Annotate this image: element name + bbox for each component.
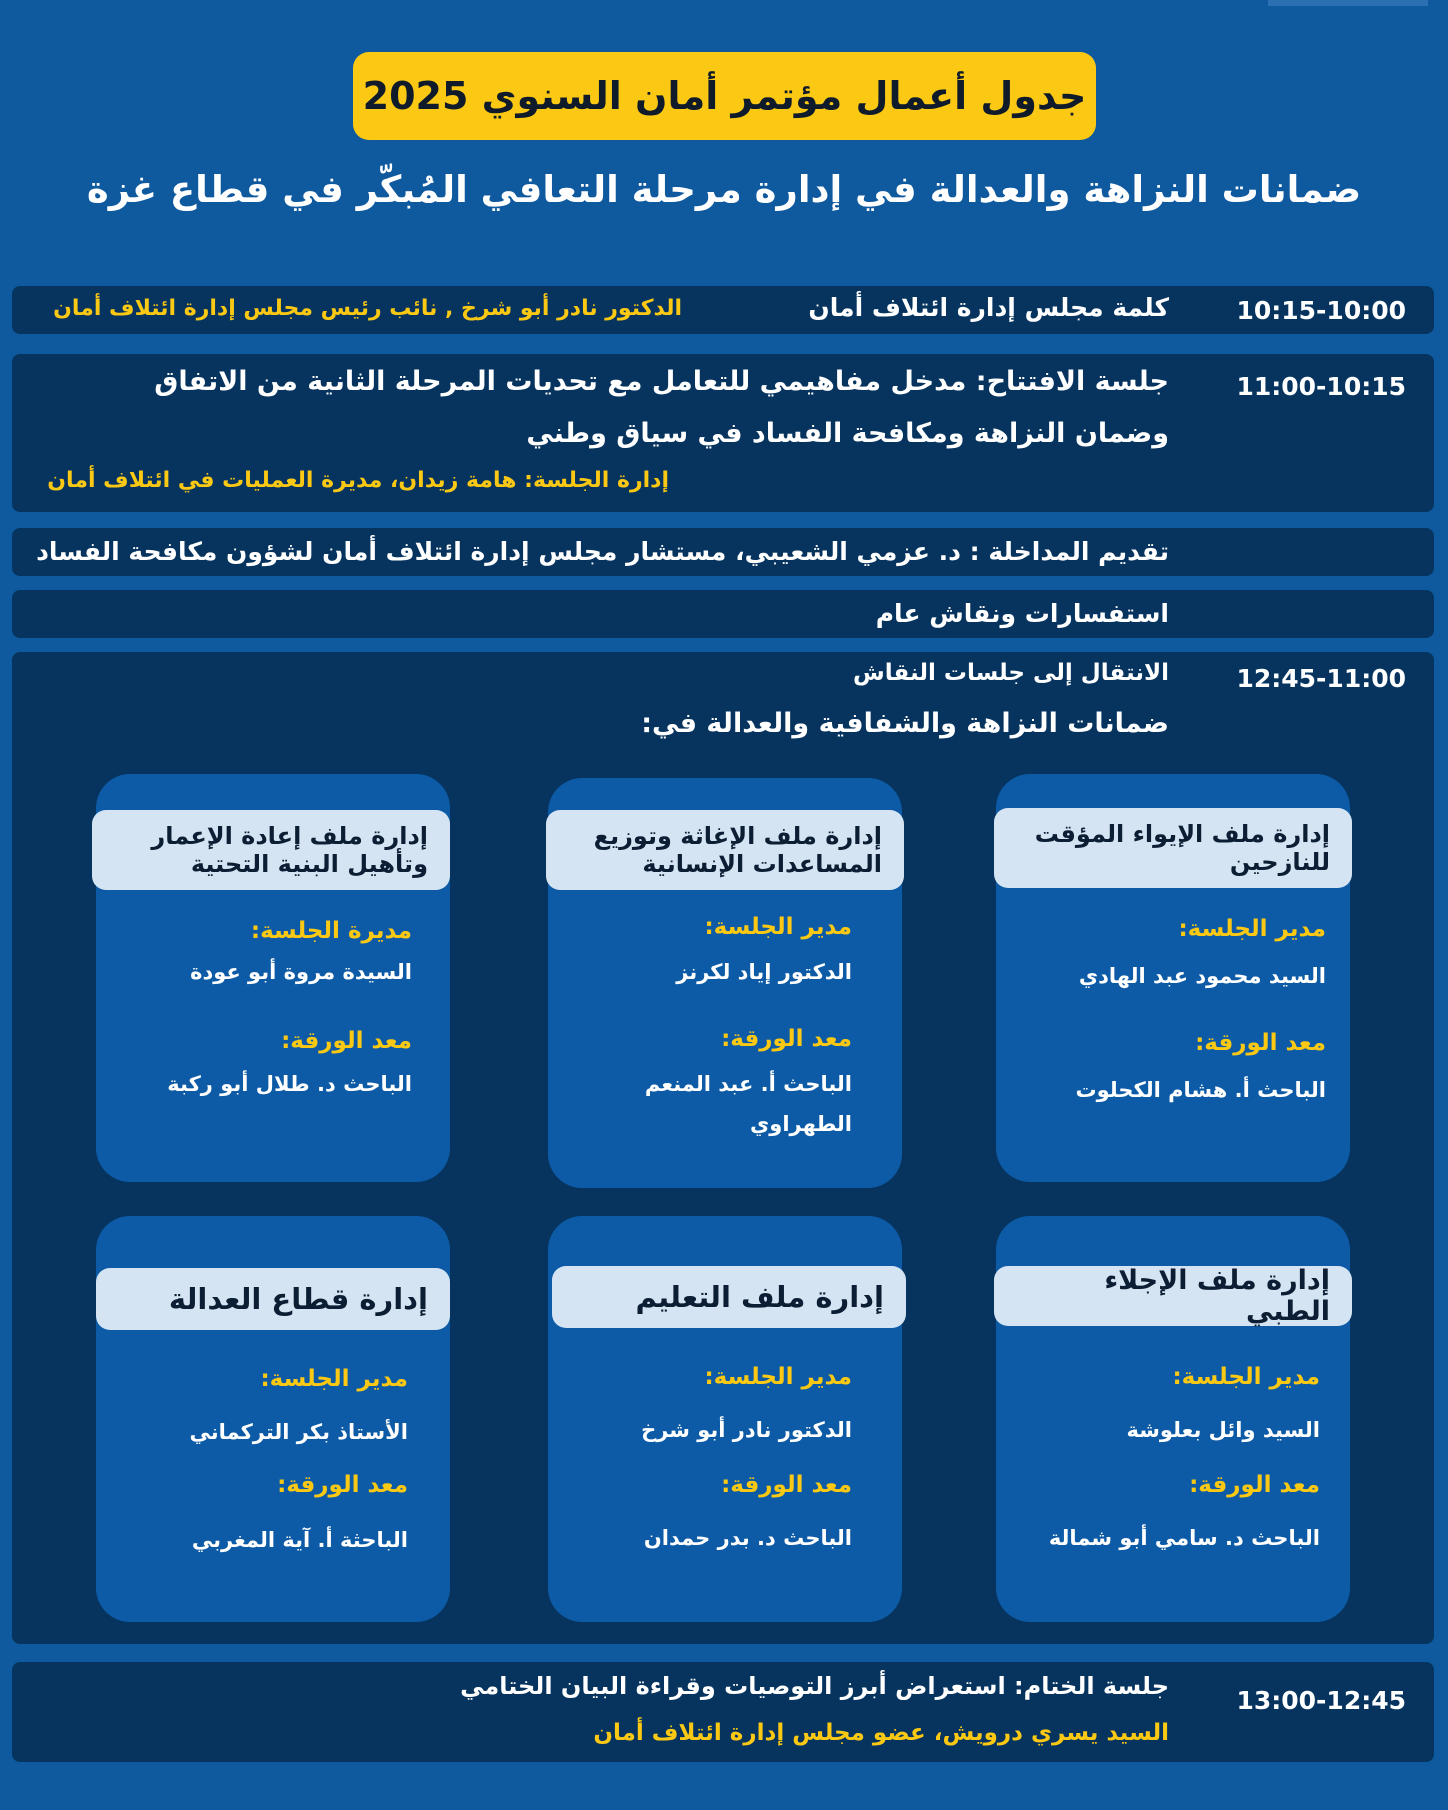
session-card-justice <box>96 1216 450 1622</box>
moderator-name: الأستاذ بكر التركماني <box>189 1420 408 1444</box>
session-card-reconstruction <box>96 774 450 1182</box>
opening-session-title-line2: وضمان النزاهة ومكافحة الفساد في سياق وطني <box>526 418 1169 449</box>
conference-title: جدول أعمال مؤتمر أمان السنوي 2025 <box>353 52 1096 140</box>
agenda-row-intervention <box>12 528 1434 576</box>
session-card-medical-evacuation <box>996 1216 1350 1622</box>
closing-session-title: جلسة الختام: استعراض أبرز التوصيات وقراءة البيان الختامي <box>460 1672 1169 1700</box>
paper-author: الباحث د. سامي أبو شمالة <box>1048 1526 1320 1550</box>
session-card-title: إدارة ملف الإغاثة وتوزيع المساعدات الإنسانية <box>546 810 904 890</box>
session-card-title: إدارة ملف إعادة الإعمار وتأهيل البنية التحتية <box>92 810 450 890</box>
intervention-text: تقديم المداخلة : د. عزمي الشعيبي، مستشار مجلس إدارة ائتلاف أمان لشؤون مكافحة الفساد <box>36 537 1169 566</box>
conference-subtitle: ضمانات النزاهة والعدالة في إدارة مرحلة التعافي المُبكّر في قطاع غزة <box>86 168 1362 211</box>
moderator-name: السيد وائل بعلوشة <box>1126 1418 1320 1442</box>
agenda-item-speaker: الدكتور نادر أبو شرخ , نائب رئيس مجلس إدارة ائتلاف أمان <box>53 296 682 321</box>
time-slot: 11:00-10:15 <box>1236 372 1406 401</box>
moderator-name: الدكتور نادر أبو شرخ <box>641 1418 852 1442</box>
moderator-name: الدكتور إياد لكرنز <box>676 960 852 984</box>
paper-author-line1: الباحث أ. عبد المنعم <box>644 1072 852 1096</box>
session-card-education <box>548 1216 902 1622</box>
moderator-label: مدير الجلسة: <box>1178 916 1326 942</box>
moderator-label: مدير الجلسة: <box>704 1364 852 1390</box>
moderator-label: مدير الجلسة: <box>1172 1364 1320 1390</box>
paper-author: الباحث د. بدر حمدان <box>643 1526 852 1550</box>
discussion-text: استفسارات ونقاش عام <box>875 599 1169 628</box>
opening-session-title-line1: جلسة الافتتاح: مدخل مفاهيمي للتعامل مع تحديات المرحلة الثانية من الاتفاق <box>154 366 1169 397</box>
paper-author-line2: الطهراوي <box>750 1112 852 1136</box>
paper-author: الباحث أ. هشام الكحلوت <box>1075 1078 1326 1102</box>
moderator-name: السيدة مروة أبو عودة <box>190 960 412 984</box>
opening-session-moderator: إدارة الجلسة: هامة زيدان، مديرة العمليات في ائتلاف أمان <box>47 468 669 493</box>
session-card-title: إدارة ملف الإيواء المؤقت للنازحين <box>994 808 1352 888</box>
moderator-label: مدير الجلسة: <box>260 1366 408 1392</box>
paper-author: الباحث د. طلال أبو ركبة <box>167 1072 412 1096</box>
agenda-row-opening-session <box>12 354 1434 512</box>
paper-author: الباحثة أ. آية المغربي <box>191 1528 408 1552</box>
session-card-title: إدارة ملف الإجلاء الطبي <box>994 1266 1352 1326</box>
time-slot: 10:15-10:00 <box>1236 296 1406 325</box>
time-slot: 13:00-12:45 <box>1236 1686 1406 1715</box>
breakout-intro: الانتقال إلى جلسات النقاش <box>853 660 1169 686</box>
agenda-row-board-speech <box>12 286 1434 334</box>
agenda-row-discussion <box>12 590 1434 638</box>
paper-label: معد الورقة: <box>277 1472 408 1498</box>
paper-label: معد الورقة: <box>721 1026 852 1052</box>
session-card-shelter <box>996 774 1350 1182</box>
moderator-label: مديرة الجلسة: <box>250 918 412 944</box>
paper-label: معد الورقة: <box>1195 1030 1326 1056</box>
moderator-name: السيد محمود عبد الهادي <box>1078 964 1326 988</box>
agenda-item-title: كلمة مجلس إدارة ائتلاف أمان <box>808 293 1169 322</box>
paper-label: معد الورقة: <box>1189 1472 1320 1498</box>
top-decoration <box>1268 0 1428 6</box>
closing-session-speaker: السيد يسري درويش، عضو مجلس إدارة ائتلاف أمان <box>593 1720 1169 1746</box>
moderator-label: مدير الجلسة: <box>704 914 852 940</box>
session-card-relief <box>548 778 902 1188</box>
paper-label: معد الورقة: <box>721 1472 852 1498</box>
breakout-heading: ضمانات النزاهة والشفافية والعدالة في: <box>641 708 1169 739</box>
time-slot: 12:45-11:00 <box>1236 664 1406 693</box>
agenda-row-closing-session <box>12 1662 1434 1762</box>
session-card-title: إدارة ملف التعليم <box>552 1266 906 1328</box>
paper-label: معد الورقة: <box>281 1028 412 1054</box>
session-card-title: إدارة قطاع العدالة <box>96 1268 450 1330</box>
